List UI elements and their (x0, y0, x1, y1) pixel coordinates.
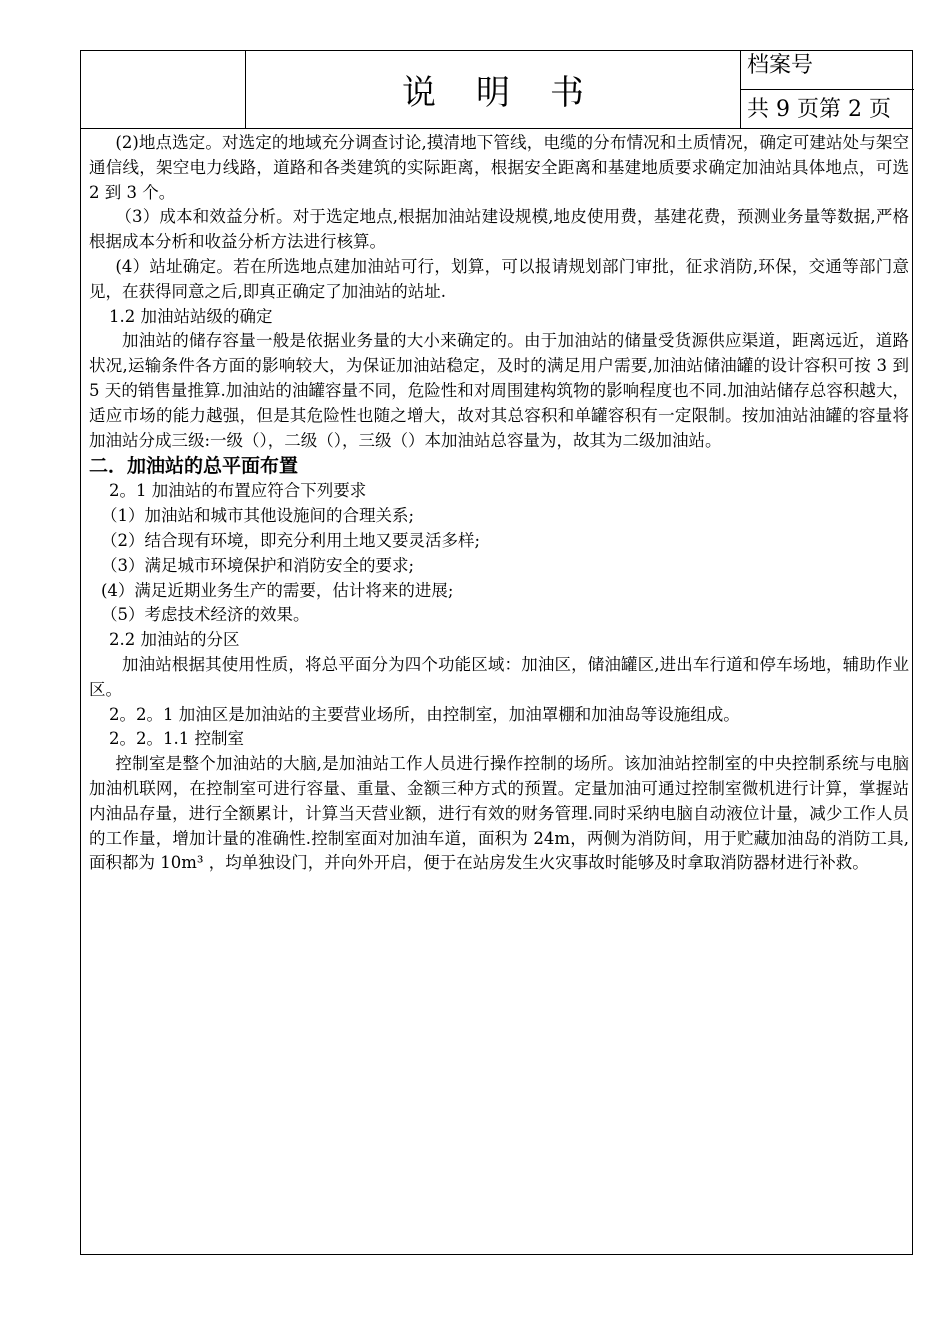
document-title: 说明书 (402, 73, 624, 113)
paragraph-station-grade: 加油站的储存容量一般是依据业务量的大小来确定的。由于加油站的储量受货源供应渠道，距离远近，道路状况,运输条件各方面的影响较大，为保证加油站稳定，及时的满足用户需要,加油站储油罐的设计容积可按 3 到 5 天的销售量推算.加油站的油罐容量不同，危险性和对周围建构筑物的影响程度也不同.加油站储存总容积越大，适应市场的能力越强，但是其危险性也随之增大，故对其总容积和单罐容积有一定限制。按加油站油罐的容量将加油站分成三级:一级（），二级（），三级（）本加油站总容量为，故其为二级加油站。 (89, 331, 909, 450)
list-item-3: （3）满足城市环境保护和消防安全的要求; (101, 555, 415, 575)
section-heading-2-1: 2。1 加油站的布置应符合下列要求 (109, 481, 367, 501)
paragraph-site-confirmation: (4）站址确定。若在所选地点建加油站可行，划算，可以报请规划部门审批，征求消防,环保，交通等部门意见，在获得同意之后,即真正确定了加油站的站址. (89, 256, 909, 301)
paragraph-cost-benefit: （3）成本和效益分析。对于选定地点,根据加油站建设规模,地皮使用费，基建花费，预测业务量等数据,严格根据成本分析和收益分析方法进行核算。 (89, 207, 909, 252)
list-item-1: （1）加油站和城市其他设施间的合理关系; (101, 506, 415, 526)
page-info: 共 9 页第 2 页 (747, 97, 891, 122)
paragraph-site-selection: (2)地点选定。对选定的地域充分调查讨论,摸清地下管线，电缆的分布情况和土质情况，确定可建站处与架空通信线，架空电力线路，道路和各类建筑的实际距离，根据安全距离和基建地质要求确定加油站具体地点，可选 2 到 3 个。 (89, 133, 909, 202)
chapter-heading-2: 二．加油站的总平面布置 (89, 455, 299, 478)
paragraph-zoning: 加油站根据其使用性质，将总平面分为四个功能区域：加油区，储油罐区,进出车行道和停车场地，辅助作业区。 (89, 654, 909, 699)
section-heading-2-2: 2.2 加油站的分区 (109, 630, 240, 650)
list-item-4: (4）满足近期业务生产的需要，估计将来的进展; (101, 580, 454, 600)
archive-number-label: 档案号 (741, 51, 914, 90)
header-title-cell (246, 51, 741, 128)
list-item-5: （5）考虑技术经济的效果。 (101, 605, 310, 625)
paragraph-control-room: 控制室是整个加油站的大脑,是加油站工作人员进行操作控制的场所。该加油站控制室的中央控制系统与电脑加油机联网，在控制室可进行容量、重量、金额三种方式的预置。定量加油可通过控制室微机进行计算，掌握站内油品存量，进行全额累计，计算当天营业额，进行有效的财务管理.同时采纳电脑自动液位计量，减少工作人员的工作量，增加计量的准确性.控制室面对加油车道，面积为 24m，两侧为消防间，用于贮藏加油岛的消防工具,面积都为 10m³ ，均单独设门，并向外开启，便于在站房发生火灾事故时能够及时拿取消防器材进行补救。 (89, 754, 909, 873)
document-body (89, 131, 909, 876)
document-frame (80, 50, 913, 1255)
section-heading-2-2-1-1: 2。2。1.1 控制室 (109, 729, 244, 749)
section-heading-2-2-1: 2。2。1 加油区是加油站的主要营业场所，由控制室，加油罩棚和加油岛等设施组成。 (109, 704, 740, 724)
header-info-cell (741, 51, 914, 128)
section-heading-1-2: 1.2 加油站站级的确定 (109, 306, 273, 326)
list-item-2: （2）结合现有环境，即充分利用土地又要灵活多样; (101, 530, 481, 550)
header-blank-cell (81, 51, 246, 128)
document-header (81, 51, 912, 129)
